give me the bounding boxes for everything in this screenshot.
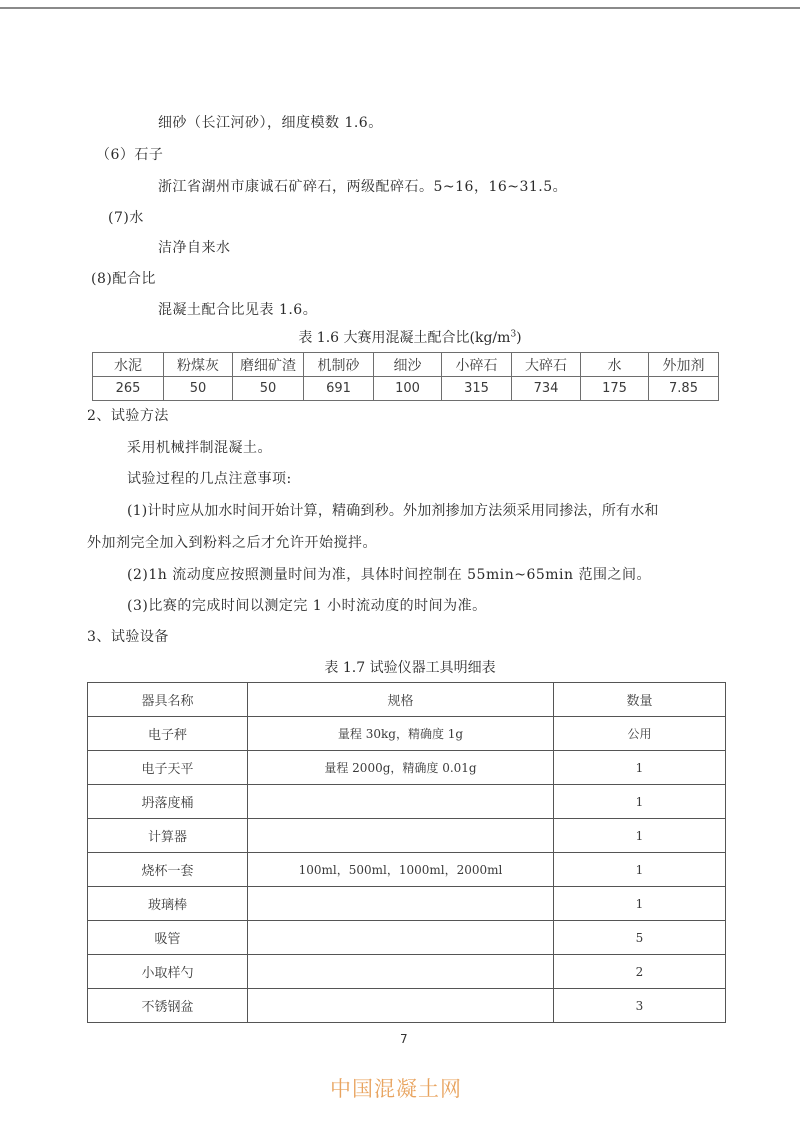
item6-description: 浙江省湖州市康诚石矿碎石，两级配碎石。5~16，16~31.5。 bbox=[158, 179, 568, 195]
equip-spec: 量程 2000g，精确度 0.01g bbox=[248, 751, 554, 785]
note1-line-b: 外加剂完全加入到粉料之后才允许开始搅拌。 bbox=[87, 535, 377, 551]
table-row bbox=[88, 989, 726, 1023]
item6-heading: （6）石子 bbox=[96, 147, 164, 163]
mix-header-cell: 粉煤灰 bbox=[164, 353, 233, 377]
equip-qty: 2 bbox=[554, 955, 726, 989]
equipment-table bbox=[87, 682, 726, 1023]
site-watermark: 中国混凝土网 bbox=[330, 1077, 462, 1101]
note2: (2)1h 流动度应按照测量时间为准，具体时间控制在 55min~65min 范围之间。 bbox=[127, 567, 652, 583]
mix-value-cell: 734 bbox=[512, 377, 581, 401]
sand-description: 细砂（长江河砂），细度模数 1.6。 bbox=[158, 115, 383, 131]
mix-header-cell: 外加剂 bbox=[649, 353, 719, 377]
equip-name: 烧杯一套 bbox=[88, 853, 248, 887]
equip-qty: 公用 bbox=[554, 717, 726, 751]
mix-header-row bbox=[93, 353, 719, 377]
table-row bbox=[88, 751, 726, 785]
equip-spec bbox=[248, 887, 554, 921]
table-row bbox=[88, 921, 726, 955]
item8-description: 混凝土配合比见表 1.6。 bbox=[158, 302, 318, 318]
equip-qty: 1 bbox=[554, 819, 726, 853]
equip-header-name: 器具名称 bbox=[88, 683, 248, 717]
table-row bbox=[88, 887, 726, 921]
equip-qty: 1 bbox=[554, 785, 726, 819]
section2-line1: 采用机械拌制混凝土。 bbox=[127, 440, 272, 456]
table-row bbox=[88, 955, 726, 989]
mix-header-cell: 大碎石 bbox=[512, 353, 581, 377]
mix-caption-end: ) bbox=[516, 330, 522, 346]
equip-name: 电子天平 bbox=[88, 751, 248, 785]
equip-spec bbox=[248, 819, 554, 853]
mix-table-caption bbox=[280, 327, 540, 347]
equip-name: 不锈钢盆 bbox=[88, 989, 248, 1023]
header-rule bbox=[0, 7, 800, 9]
equip-qty: 1 bbox=[554, 853, 726, 887]
equip-spec bbox=[248, 785, 554, 819]
item7-description: 洁净自来水 bbox=[158, 240, 231, 256]
equip-qty: 1 bbox=[554, 751, 726, 785]
table-row bbox=[88, 819, 726, 853]
equip-table-caption: 表 1.7 试验仪器工具明细表 bbox=[324, 660, 496, 676]
equip-spec: 100ml，500ml，1000ml，2000ml bbox=[248, 853, 554, 887]
mix-value-cell: 265 bbox=[93, 377, 164, 401]
equip-name: 小取样勺 bbox=[88, 955, 248, 989]
equip-qty: 3 bbox=[554, 989, 726, 1023]
table-row bbox=[88, 785, 726, 819]
mix-header-cell: 水泥 bbox=[93, 353, 164, 377]
mix-value-cell: 175 bbox=[581, 377, 649, 401]
mix-value-cell: 7.85 bbox=[649, 377, 719, 401]
mix-caption-text: 表 1.6 大赛用混凝土配合比(kg/m bbox=[298, 330, 511, 346]
equip-header-row bbox=[88, 683, 726, 717]
equip-spec: 量程 30kg，精确度 1g bbox=[248, 717, 554, 751]
mix-value-row bbox=[93, 377, 719, 401]
mix-proportion-table bbox=[92, 352, 719, 401]
equip-name: 坍落度桶 bbox=[88, 785, 248, 819]
equip-spec bbox=[248, 989, 554, 1023]
equip-spec bbox=[248, 955, 554, 989]
mix-value-cell: 50 bbox=[164, 377, 233, 401]
mix-header-cell: 小碎石 bbox=[442, 353, 512, 377]
equip-name: 吸管 bbox=[88, 921, 248, 955]
mix-value-cell: 100 bbox=[374, 377, 442, 401]
page-number: 7 bbox=[400, 1032, 408, 1046]
note1-line-a: (1)计时应从加水时间开始计算，精确到秒。外加剂掺加方法须采用同掺法，所有水和 bbox=[127, 503, 659, 519]
table-row bbox=[88, 853, 726, 887]
mix-header-cell: 机制砂 bbox=[304, 353, 374, 377]
equip-qty: 5 bbox=[554, 921, 726, 955]
mix-header-cell: 水 bbox=[581, 353, 649, 377]
mix-caption-superscript: 3 bbox=[510, 329, 517, 340]
equip-header-spec: 规格 bbox=[248, 683, 554, 717]
section3-heading: 3、试验设备 bbox=[87, 629, 169, 645]
mix-value-cell: 691 bbox=[304, 377, 374, 401]
equip-name: 计算器 bbox=[88, 819, 248, 853]
mix-header-cell: 磨细矿渣 bbox=[233, 353, 304, 377]
mix-header-cell: 细沙 bbox=[374, 353, 442, 377]
note3: (3)比赛的完成时间以测定完 1 小时流动度的时间为准。 bbox=[127, 598, 487, 614]
equip-name: 玻璃棒 bbox=[88, 887, 248, 921]
table-row bbox=[88, 717, 726, 751]
section2-line2: 试验过程的几点注意事项: bbox=[127, 471, 292, 487]
mix-value-cell: 50 bbox=[233, 377, 304, 401]
item8-heading: (8)配合比 bbox=[91, 271, 156, 287]
equip-qty: 1 bbox=[554, 887, 726, 921]
equip-name: 电子秤 bbox=[88, 717, 248, 751]
item7-heading: (7)水 bbox=[108, 210, 144, 226]
equip-spec bbox=[248, 921, 554, 955]
mix-value-cell: 315 bbox=[442, 377, 512, 401]
equip-header-qty: 数量 bbox=[554, 683, 726, 717]
section2-heading: 2、试验方法 bbox=[87, 408, 169, 424]
